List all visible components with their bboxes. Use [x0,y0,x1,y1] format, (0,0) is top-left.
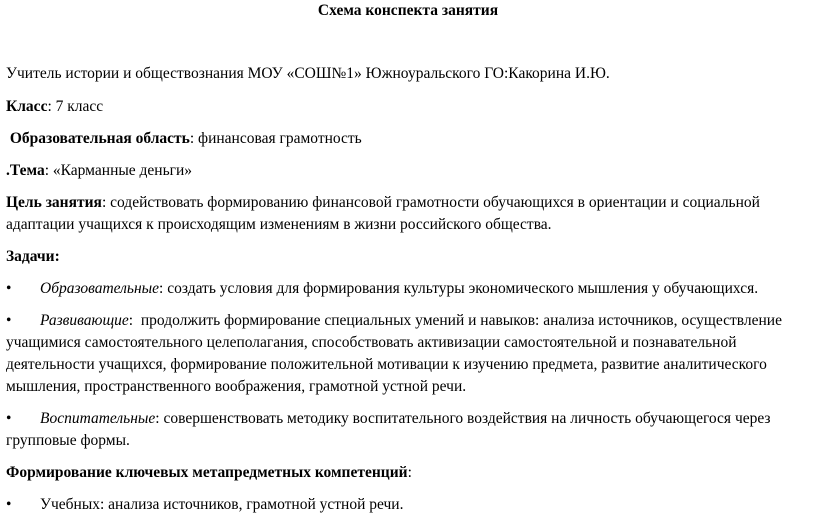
task-developmental-sep: : [128,312,141,329]
teacher-line: Учитель истории и обществознания МОУ «СОШ№1» Южноуральского ГО:Какорина И.Ю. [6,65,610,82]
topic-sep: : [44,162,53,179]
task-developmental [6,310,806,332]
task-developmental-label: Развивающие [40,312,129,329]
goal-line-1 [6,192,806,214]
tasks-heading: Задачи: [6,248,60,265]
competencies-label: Формирование ключевых метапредметных компетенций [6,464,408,481]
bullet-icon: • [6,280,12,297]
goal-line-2: адаптации учащихся к происходящим изменениям в жизни российского общества. [6,216,552,233]
task-upbringing-text-1: совершенствовать методику воспитательного воздействия на личность обучающегося через [163,410,771,427]
competencies-heading [6,462,806,484]
class-value: 7 класс [55,98,104,115]
area-label: Образовательная область [9,130,190,147]
task-developmental-text-1: продолжить формирование специальных умений и навыков: анализа источников, осуществление [140,312,782,329]
task-developmental-text-4: мышления, пространственного воображения, грамотной устной речи. [6,378,467,395]
task-upbringing [6,408,806,430]
document-title: Схема конспекта занятия [317,2,499,19]
bullet-icon: • [6,496,12,513]
competencies-sep: : [407,464,412,481]
bullet-icon: • [6,410,12,427]
competency-learning [6,494,806,516]
area-value: финансовая грамотность [198,130,362,147]
task-developmental-text-3: деятельности учащихся, формирование положительной мотивации к изучению предмета, развитие аналитического [6,356,767,373]
task-educational-label: Образовательные [40,280,160,297]
goal-sep: : [101,194,111,211]
task-upbringing-text-2: групповые формы. [6,432,130,449]
topic-lead: . [6,162,10,179]
goal-label: Цель занятия [6,194,102,211]
goal-text-1: содействовать формированию финансовой грамотности обучающихся в ориентации и социальной [110,194,760,211]
class-sep: : [47,98,56,115]
task-educational-sep: : [159,280,168,297]
task-developmental-text-2: учащимися самостоятельного целеполагания, способствовать активизации самостоятельной и познавательной [6,334,737,351]
task-upbringing-label: Воспитательные [40,410,156,427]
task-educational-text: создать условия для формирования культуры экономического мышления у обучающихся. [167,280,759,297]
class-line [6,96,806,118]
competency-learning-text: Учебных: анализа источников, грамотной устной речи. [40,496,404,513]
class-label: Класс [6,98,48,115]
area-sep: : [189,130,199,147]
topic-label: Тема [9,162,45,179]
bullet-icon: • [6,312,12,329]
task-educational [6,278,806,300]
area-line [6,128,806,150]
task-upbringing-sep: : [155,410,164,427]
topic-line [6,160,806,182]
topic-value: «Карманные деньги» [52,162,193,179]
